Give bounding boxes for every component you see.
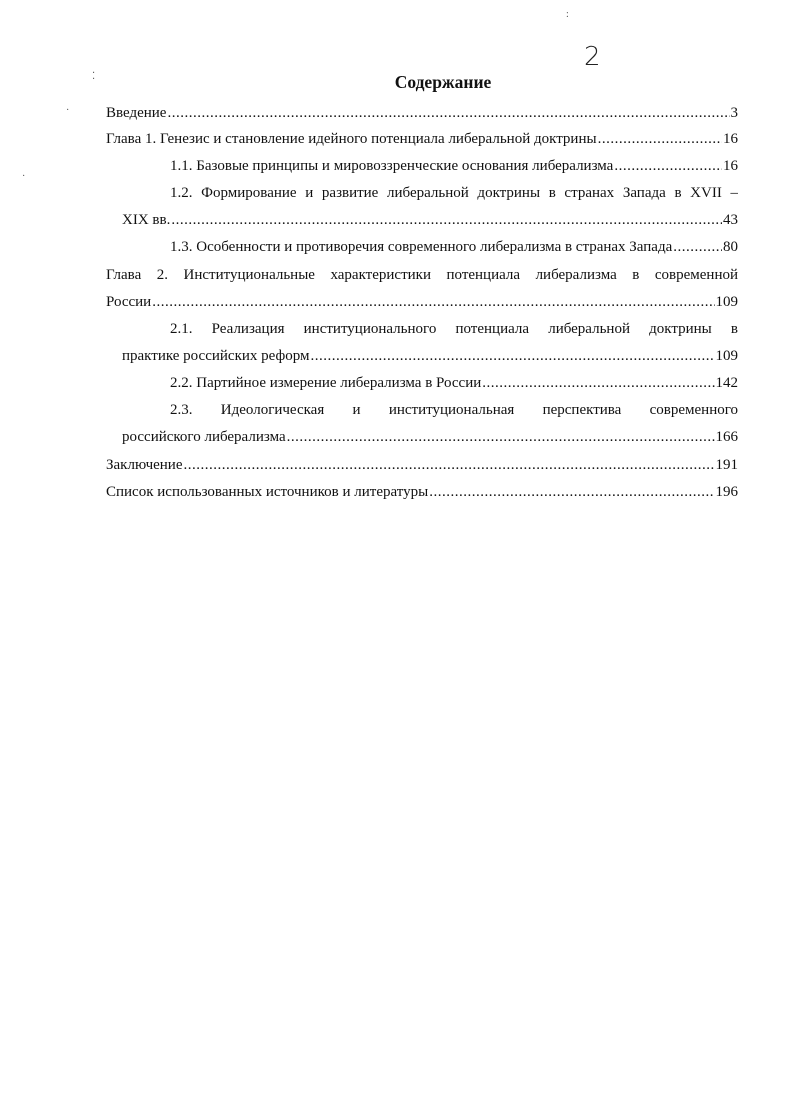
toc-entry-section-1-3: [170, 236, 738, 258]
toc-entry-text: Список использованных источников и литературы: [106, 484, 429, 500]
toc-entry-conclusion: [106, 454, 738, 476]
dot-leader: [152, 291, 714, 313]
scan-speck: :: [566, 9, 569, 20]
toc-page-number: 80: [723, 239, 738, 255]
toc-entry-text: 1.1. Базовые принципы и мировоззренческие основания либерализма: [170, 158, 614, 174]
toc-page-number: 142: [715, 375, 738, 391]
handwritten-page-number: 2: [584, 42, 601, 72]
toc-entry-intro: [106, 102, 738, 124]
toc-page-number: 166: [715, 429, 738, 445]
toc-entry-section-1-1: [170, 155, 738, 177]
toc-entry-text: практике российских реформ: [122, 348, 310, 364]
toc-entry-text: Введение: [106, 105, 167, 121]
page-title: Содержание: [394, 72, 492, 92]
toc-entry-references: [106, 481, 738, 503]
toc-entry-section-1-2-line-1: 1.2. Формирование и развитие либеральной доктрины в странах Запада в XVII –: [170, 185, 738, 201]
toc-entry-section-1-2-line-2: [122, 209, 738, 231]
dot-leader: [310, 345, 714, 367]
toc-page-number: 196: [715, 484, 738, 500]
toc-entry-chapter-1: [106, 128, 738, 150]
toc-entry-chapter-2-line-2: [106, 291, 738, 313]
toc-entry-text: 1.3. Особенности и противоречия современного либерализма в странах Запада: [170, 239, 673, 255]
dot-leader: [184, 454, 715, 476]
dot-leader: [287, 426, 715, 448]
toc-page-number: 3: [730, 105, 738, 121]
toc-page-number: 43: [723, 212, 738, 228]
dot-leader: [429, 481, 714, 503]
scan-speck: ·: [66, 105, 70, 116]
dot-leader: [167, 102, 729, 124]
dot-leader: [673, 236, 722, 258]
toc-entry-text: 2.2. Партийное измерение либерализма в России: [170, 375, 482, 391]
toc-entry-chapter-2-line-1: Глава 2. Институциональные характеристики потенциала либерализма в современной: [106, 267, 738, 283]
toc-entry-text: Глава 1. Генезис и становление идейного потенциала либеральной доктрины: [106, 131, 597, 147]
toc-entry-section-2-3-line-1: 2.3. Идеологическая и институциональная перспектива современного: [170, 402, 738, 418]
toc-entry-text: российского либерализма: [122, 429, 286, 445]
toc-entry-section-2-2: [170, 372, 738, 394]
scan-speck: ⁚: [92, 71, 96, 82]
dot-leader: [614, 155, 722, 177]
toc-page-number: 109: [715, 294, 738, 310]
toc-page-number: 191: [715, 457, 738, 473]
toc-entry-text: России: [106, 294, 152, 310]
dot-leader: [482, 372, 714, 394]
toc-entry-section-2-1-line-1: 2.1. Реализация институционального потенциала либеральной доктрины в: [170, 321, 738, 337]
toc-entry-text: Заключение: [106, 457, 183, 473]
dot-leader: [171, 209, 722, 231]
toc-entry-section-2-3-line-2: [122, 426, 738, 448]
toc-page-number: 16: [723, 158, 738, 174]
toc-page-number: 109: [715, 348, 738, 364]
toc-page-number: 16: [723, 131, 738, 147]
toc-entry-section-2-1-line-2: [122, 345, 738, 367]
scan-speck: ·: [22, 171, 26, 182]
toc-entry-text: XIX вв.: [122, 212, 171, 228]
dot-leader: [598, 128, 722, 150]
